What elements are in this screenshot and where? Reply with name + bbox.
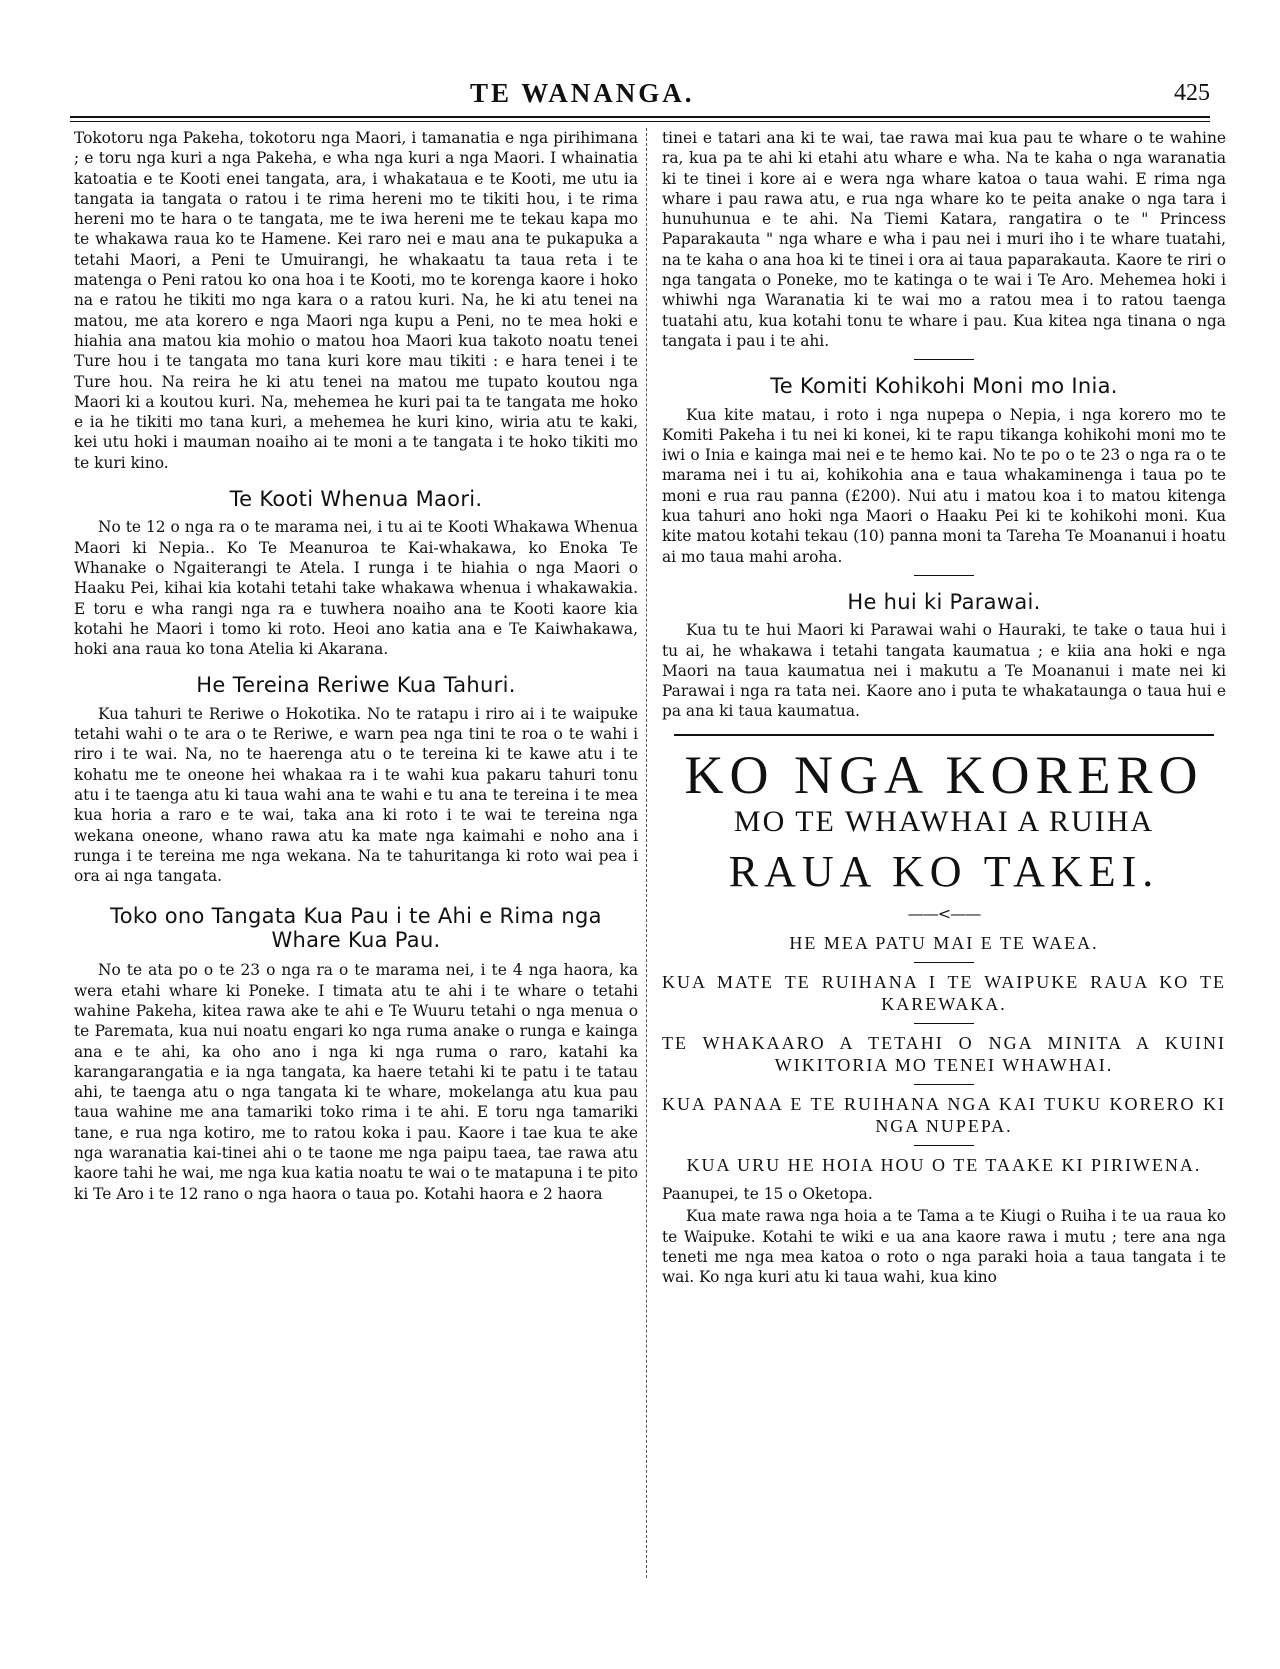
left-column: [74, 128, 638, 1204]
subhead-rule: [914, 1023, 974, 1024]
war-subhead: TE WHAKAARO A TETAHI O NGA MINITA A KUINI WIKITORIA MO TENEI WHAWHAI.: [662, 1033, 1226, 1076]
section-heading-ahi: Toko ono Tangata Kua Pau i te Ahi e Rima nga Whare Kua Pau.: [110, 904, 602, 953]
section-heading-parawai: He hui ki Parawai.: [847, 589, 1041, 614]
war-subhead: HE MEA PATU MAI E TE WAEA.: [789, 933, 1099, 954]
ornament-divider: ——<——: [907, 903, 981, 923]
article-kooti-whenua: No te 12 o nga ra o te marama nei, i tu ai te Kooti Whakawa Whenua Maori ki Nepia.. Ko Te Meanuroa te Kai-whakawa, ko Enoka Te Whanake o Ngaiterangi te Atela. I runga i te hiahia o nga Maori o Haaku Pei, kihai kia kotahi tetahi take whakawa whenua i whakawakia. E toru e wha rangi nga ra e tuwhera noaiho ana te Kooti kaore kia kotahi he Maori i tomo ki roto. Heoi ano katia ana e Te Kaiwhakawa, hoki ana raua ko tona Atelia ki Akarana.: [74, 518, 638, 659]
subhead-rule: [914, 962, 974, 963]
masthead-rule: [70, 116, 1210, 118]
war-headline-sub: MO TE WHAWHAI A RUIHA: [733, 804, 1155, 838]
masthead-rule-thin: [70, 121, 1210, 122]
newspaper-title: TE WANANGA.: [470, 78, 695, 108]
masthead: [70, 78, 1210, 110]
section-heading-kooti-whenua: Te Kooti Whenua Maori.: [229, 487, 483, 512]
war-subhead: KUA PANAA E TE RUIHANA NGA KAI TUKU KORERO KI NGA NUPEPA.: [662, 1094, 1226, 1137]
war-subhead: KUA URU HE HOIA HOU O TE TAAKE KI PIRIWENA.: [686, 1155, 1202, 1176]
page-number: 425: [1174, 80, 1210, 106]
section-heading-tereina: He Tereina Reriwe Kua Tahuri.: [196, 673, 516, 698]
article-tereina: Kua tahuri te Reriwe o Hokotika. No te ratapu i riro ai i te waipuke tetahi wahi o te ara o te Reriwe, e warn pea nga tini te roa o te wahi i riro i te wai. Na, no te haerenga atu o te tereina ki te kawe atu i te kohatu me te oneone hei whakaa ra i te wahi kua pakaru tahuri tonu atu i te taenga atu ki taua wahi ana te wahi e tu ana te tereina i te mea kua horia a raro e te wai, taka ana ki roto i te wai te tereina nga wekana oneone, whano rawa atu ka mate nga kaimahi e noho ana i runga i te tereina me nga wekana. Na te tahuritanga ki roto wai pea i ora ai nga tangata.: [74, 704, 638, 886]
subhead-rule: [914, 1145, 974, 1146]
article-ahi: No te ata po o te 23 o nga ra o te marama nei, i te 4 nga haora, ka wera etahi whare ki Poneke. I timata atu te ahi i te whare o tetahi wahine Pakeha, kitea rawa ake te ahi e Te Wuuru tetahi o nga menua o te Paremata, kua nui noatu engari ko nga ruma anake o runga e kainga ana e te ahi, ka oho ano i nga ki nga ruma o raro, katahi ka karangarangatia e ia nga tangata, ka haere tetahi ki te patu i te tatau ahi, te taenga atu o nga tangata ki te whare, mokelanga atu kua pau taua wahine me ana tamariki toko rima i te ahi. E toru nga tamariki tane, e rua nga kotiro, me to ratou koka i pau. Kaore i tae kua te ake nga waranatia kai-tinei ahi o te taone me nga paipu taea, tae rawa atu kaore tahi he wai, me nga kua katia noatu te wai o te matapuna i te pito ki Te Aro i te 12 rano o nga haora o taua po. Kotahi haora e 2 haora: [74, 961, 638, 1203]
dateline: Paanupei, te 15 o Oketopa.: [662, 1185, 873, 1204]
war-headline-main: KO NGA KORERO: [684, 744, 1204, 805]
article-continuation: Tokotoru nga Pakeha, tokotoru nga Maori, i tamanatia e nga pirihimana ; e toru nga kuri a nga Pakeha, e wha nga kuri a nga Maori. I whainatia katoatia e te Kooti enei tangata, ara, i whakataua e te Kooti, me utu ia tangata ia tangata o ratou i te rima hereni mo te tikiti hou, i te rima hereni mo te hara o te tangata, me te iwa hereni me te tekau kapa mo te whakawa raua ko te Hamene. Kei raro nei e mau ana te pukapuka a tetahi Maori, a Peni te Umuirangi, he whakaatu ta taua reta i te matenga o Peni ratou ko ona hoa i te Kooti, mo te korenga kaore i hoko na e ratou he tikiti mo nga kara o a ratou kuri. Na, he ki atu tenei na matou, me ata korero e nga Maori nga kupu a Peni, no te mea hoki e hiahia ana matou kia mohio o matou hoa Maori kua takoto noatu tenei Ture hou i te tangata mo tana kuri kore mau tikiti : e hara tenei i te Ture hou. Na reira he ki atu tenei na matou me tupato koutou nga Maori ki a koutou kuri. Na, mehemea he kuri pai ta te tangata me hoko e ia he tikiti mo tana kuri, a mehemea he kuri kino, wiria atu te kaki, kei utu hoki i mauman noaiho ai te moni a te tangata i te hoko tikiti mo te kuri kino.: [74, 129, 638, 472]
article-komiti: Kua kite matau, i roto i nga nupepa o Nepia, i nga korero mo te Komiti Pakeha i tu nei ki konei, ki te rapu tikanga kohikohi moni mo te iwi o Inia e kainga mai nei e te hemo kai. No te po o te 23 o nga ra o te marama nei i tu ai, kohikohia ana e taua whakaminenga i taua po te moni e rua rau panna (£200). Nui atu i matou koa i to matou kitenga kua tahuri ano hoki nga Maori o Haaku Pei ki te kohikohi moni. Kua kite matou kotahi tekau (10) panna moni ta Tareha Te Moananui i hoatu ai mo taua mahi aroha.: [662, 405, 1226, 566]
article-ahi-continuation: tinei e tatari ana ki te wai, tae rawa mai kua pau te whare o te wahine ra, kua pa te ahi ki etahi atu whare e wha. Na te kaha o nga waranatia ki te tinei i kore ai e wera nga whare katoa o taua wahi. E rima nga whare i pau rawa atu, e rua nga whare ko te peita anake o nga tara i hunuhunua e te ahi. Na Tiemi Katara, rangatira o te " Princess Paparakauta " nga whare e wha i pau nei i muri iho i te whare tuatahi, na te kaha o ana hoa ki te tinei i ora ai taua paparakauta. Kaore te riri o nga tangata o Poneke, mo te katinga o te wai i Te Aro. Mehemea hoki i whiwhi nga Waranatia ki te wai mo a ratou mea i to ratou taenga tuatahi atu, kua kotahi tonu te whare i pau. Kua kitea nga tinana o nga tangata i pau i te ahi.: [662, 129, 1226, 350]
article-war-news: Kua mate rawa nga hoia a te Tama a te Kiugi o Ruiha i te ua raua ko te Waipuke. Kotahi te wiki e ua ana kaore rawa i mutu ; tere ana nga teneti me nga mea katoa o roto o nga paraki hoia a taua tangata i te wai. Ko nga kuri atu ki taua wahi, kua kino: [662, 1207, 1226, 1287]
article-parawai: Kua tu te hui Maori ki Parawai wahi o Hauraki, te take o taua hui i tu ai, he whakawa i tetahi tangata kaumatua ; e kiia ana hoki e nga Maori na taua kaumatua nei i makutu a Te Moananui i mate nei ki Parawai i nga ra tata nei. Kaore ano i puta te whakataunga o taua hui e pa ana ki taua kaumatua.: [662, 621, 1226, 721]
war-headline-third: RAUA KO TAKEI.: [728, 846, 1160, 896]
subhead-rule: [914, 1084, 974, 1085]
section-rule: [914, 575, 974, 576]
section-heading-komiti: Te Komiti Kohikohi Moni mo Inia.: [770, 374, 1118, 399]
right-column: [662, 128, 1226, 1288]
column-divider: [646, 128, 647, 1578]
war-subhead: KUA MATE TE RUIHANA I TE WAIPUKE RAUA KO TE KAREWAKA.: [662, 972, 1226, 1015]
section-rule: [914, 359, 974, 360]
war-news-rule: [674, 734, 1214, 736]
